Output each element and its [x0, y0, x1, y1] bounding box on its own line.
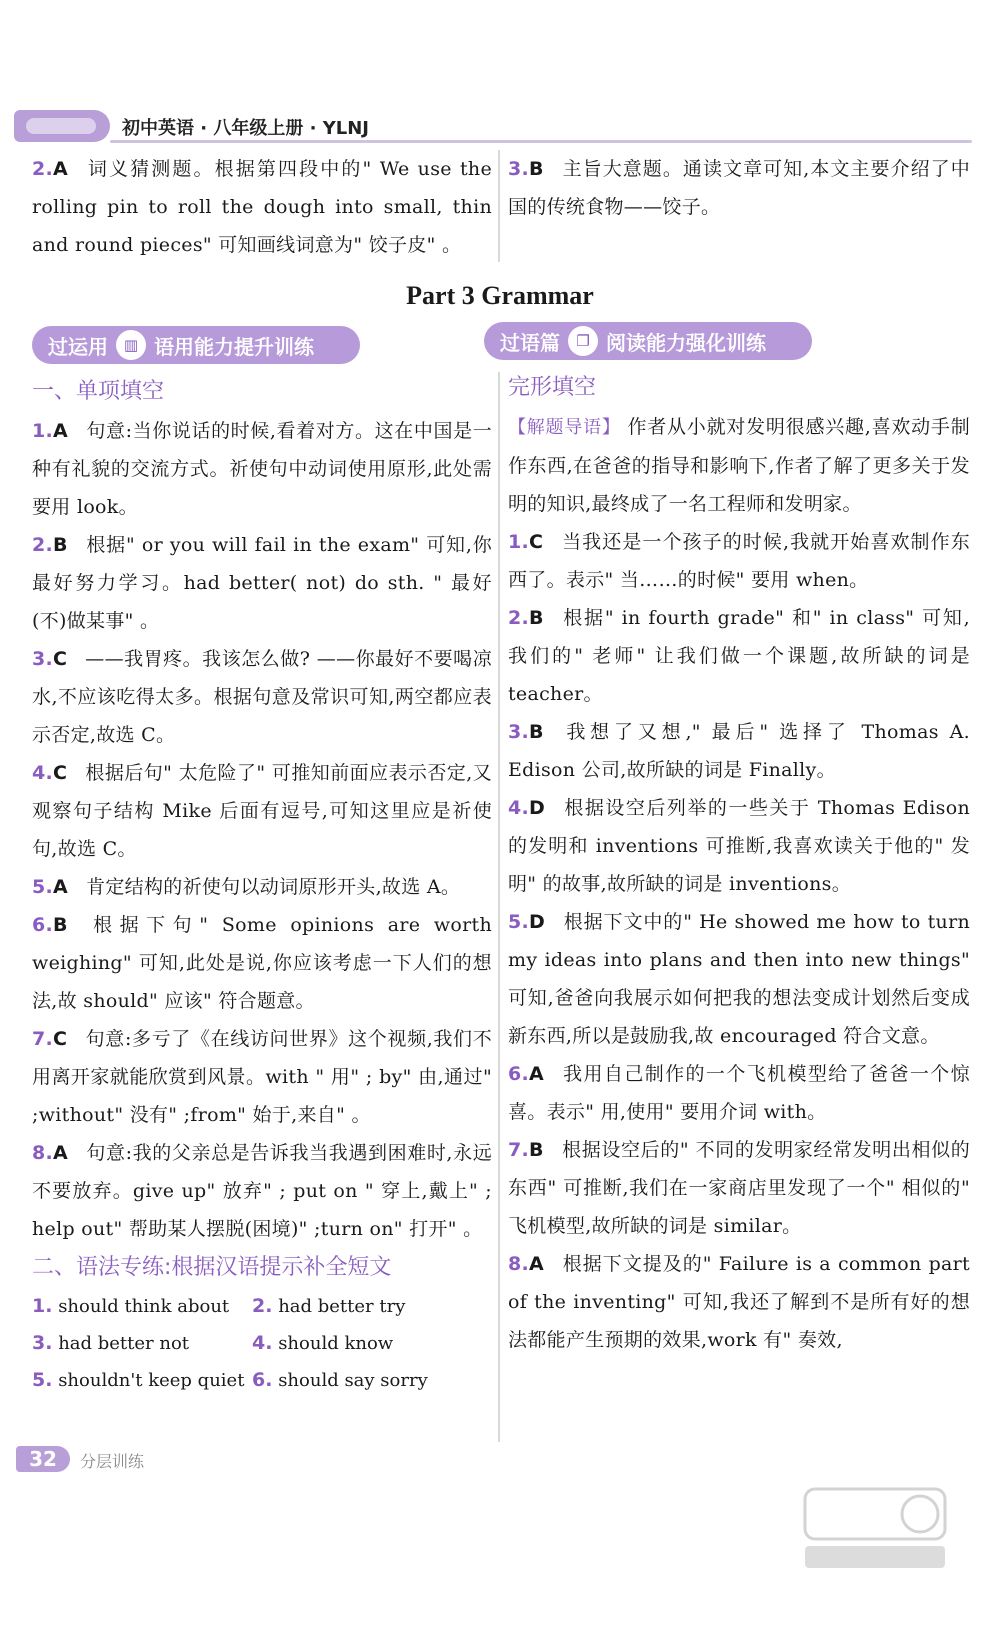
item-answer: C — [529, 531, 544, 553]
top-right-block — [508, 150, 970, 226]
answer-item — [32, 526, 492, 640]
answer-item — [32, 754, 492, 868]
item-explanation: 词义猜测题。根据第四段中的" We use the rolling pin to roll the dough into small, thin and round pieces" 可知画线词意为" 饺子皮" 。 — [32, 158, 492, 256]
item-number: 1. — [32, 420, 54, 442]
item-number: 6. — [508, 1063, 530, 1085]
item-answer: B — [529, 158, 544, 180]
book-title: 初中英语 · 八年级上册 · YLNJ — [122, 118, 370, 139]
section-heading: 完形填空 — [508, 375, 597, 400]
item-answer: A — [53, 420, 69, 442]
item-number: 2. — [32, 158, 54, 180]
item-number: 4. — [32, 762, 54, 784]
section-heading: 一、单项填空 — [32, 379, 165, 404]
item-answer: should think about — [58, 1296, 230, 1317]
item-explanation: ——我胃疼。我该怎么做? ——你最好不要喝凉水,不应该吃得太多。根据句意及常识可知,两空都应表示否定,故选 C。 — [32, 648, 492, 746]
item-explanation: 肯定结构的祈使句以动词原形开头,故选 A。 — [86, 876, 461, 898]
solution-tip — [508, 408, 970, 523]
item-answer: A — [53, 1142, 69, 1164]
item-answer: B — [529, 721, 544, 743]
answer-item — [508, 1055, 970, 1131]
item-explanation: 句意:我的父亲总是告诉我当我遇到困难时,永远不要放弃。give up" 放弃" ; put on " 穿上,戴上" ; help out" 帮助某人摆脱(困境)" ;turn on" 打开" 。 — [32, 1142, 492, 1240]
item-number: 2. — [32, 534, 54, 556]
right-column — [508, 368, 970, 1359]
right-section-badge — [484, 322, 812, 360]
page-header — [14, 110, 974, 146]
item-answer: had better try — [278, 1296, 406, 1317]
answer-item — [508, 523, 970, 599]
answer-item — [32, 868, 492, 906]
item-answer: A — [529, 1253, 545, 1275]
book-icon: ❐ — [568, 326, 598, 356]
item-answer: A — [53, 876, 69, 898]
answer-item — [32, 1020, 492, 1134]
item-number: 6. — [252, 1369, 273, 1391]
column-divider — [498, 372, 500, 1442]
header-rule — [110, 140, 972, 143]
item-answer: C — [53, 648, 68, 670]
item-number: 8. — [32, 1142, 54, 1164]
answer-item — [508, 1131, 970, 1245]
item-explanation: 根据设空后的" 不同的发明家经常发明出相似的东西" 可推断,我们在一家商店里发现了一个" 相似的" 飞机模型,故所缺的词是 similar。 — [508, 1139, 970, 1237]
page-number: 32 — [16, 1446, 70, 1472]
watermark-stamp-icon — [800, 1484, 950, 1574]
item-number: 1. — [32, 1295, 53, 1317]
item-answer: D — [529, 797, 546, 819]
item-explanation: 我想了又想," 最后" 选择了 Thomas A. Edison 公司,故所缺的词是 Finally。 — [508, 721, 970, 781]
fill-answers — [32, 1288, 492, 1399]
item-number: 7. — [32, 1028, 54, 1050]
item-number: 5. — [32, 1369, 53, 1391]
item-number: 4. — [508, 797, 530, 819]
item-number: 3. — [508, 721, 530, 743]
section-heading: 二、语法专练:根据汉语提示补全短文 — [32, 1255, 392, 1280]
item-explanation: 根据下文提及的" Failure is a common part of the inventing" 可知,我还了解到不是所有好的想法都能产生预期的效果,work 有" 奏效, — [508, 1253, 970, 1351]
item-answer: B — [529, 607, 544, 629]
fill-item — [32, 1362, 252, 1399]
answer-item — [32, 640, 492, 754]
answer-item — [508, 599, 970, 713]
footer-label: 分层训练 — [80, 1452, 145, 1471]
series-logo-icon — [26, 118, 96, 134]
answer-item — [508, 903, 970, 1055]
item-explanation: 句意:当你说话的时候,看着对方。这在中国是一种有礼貌的交流方式。祈使句中动词使用原形,此处需要用 look。 — [32, 420, 492, 518]
item-answer: A — [529, 1063, 545, 1085]
series-tab — [14, 110, 110, 142]
item-answer: B — [53, 914, 68, 936]
item-answer: should say sorry — [278, 1370, 428, 1391]
item-number: 2. — [508, 607, 530, 629]
answer-item — [32, 906, 492, 1020]
left-section-badge — [32, 326, 360, 364]
fill-item — [252, 1325, 472, 1362]
item-explanation: 根据下文中的" He showed me how to turn my ideas into plans and then into new things" 可知,爸爸向我展示如何把我的想法变成计划然后变成新东西,所以是鼓励我,故 encouraged 符合文意。 — [508, 911, 970, 1047]
item-number: 3. — [508, 158, 530, 180]
item-explanation: 根据" or you will fail in the exam" 可知,你最好努力学习。had better( not) do sth. " 最好(不)做某事" 。 — [32, 534, 492, 632]
item-answer: shouldn't keep quiet — [58, 1370, 245, 1391]
item-explanation: 我用自己制作的一个飞机模型给了爸爸一个惊喜。表示" 用,使用" 要用介词 with。 — [508, 1063, 970, 1123]
badge-label: 过运用 — [48, 334, 108, 359]
item-number: 5. — [32, 876, 54, 898]
item-explanation: 根据设空后列举的一些关于 Thomas Edison 的发明和 inventions 可推断,我喜欢读关于他的" 发明" 的故事,故所缺的词是 inventions。 — [508, 797, 970, 895]
answer-item — [508, 150, 970, 226]
answer-item — [32, 1134, 492, 1248]
item-answer: A — [53, 158, 69, 180]
item-answer: had better not — [58, 1333, 190, 1354]
item-answer: C — [53, 762, 68, 784]
item-explanation: 根据下句" Some opinions are worth weighing" 可知,此处是说,你应该考虑一下人们的想法,故 should" 应该" 符合题意。 — [32, 914, 492, 1012]
part-title: Part 3 Grammar — [406, 281, 594, 310]
column-divider — [498, 150, 500, 262]
answer-item — [32, 150, 492, 264]
item-number: 5. — [508, 911, 530, 933]
item-number: 3. — [32, 648, 54, 670]
item-answer: C — [53, 1028, 68, 1050]
left-column — [32, 372, 492, 1399]
fill-item — [252, 1288, 472, 1325]
item-explanation: 根据" in fourth grade" 和" in class" 可知,我们的" 老师" 让我们做一个课题,故所缺的词是 teacher。 — [508, 607, 970, 705]
item-number: 8. — [508, 1253, 530, 1275]
item-explanation: 句意:多亏了《在线访问世界》这个视频,我们不用离开家就能欣赏到风景。with " 用" ; by" 由,通过" ;without" 没有" ;from" 始于,来自" 。 — [32, 1028, 492, 1126]
badge-label: 过语篇 — [500, 330, 560, 355]
item-explanation: 当我还是一个孩子的时候,我就开始喜欢制作东西了。表示" 当……的时候" 要用 when。 — [508, 531, 970, 591]
item-answer: B — [53, 534, 68, 556]
item-explanation: 根据后句" 太危险了" 可推知前面应表示否定,又观察句子结构 Mike 后面有逗号,可知这里应是祈使句,故选 C。 — [32, 762, 492, 860]
badge-subtitle: 阅读能力强化训练 — [606, 330, 766, 355]
answer-item — [508, 713, 970, 789]
tip-label: 【解题导语】 — [508, 417, 621, 438]
fill-item — [32, 1288, 252, 1325]
item-answer: should know — [278, 1333, 394, 1354]
badge-subtitle: 语用能力提升训练 — [154, 334, 314, 359]
item-number: 4. — [252, 1332, 273, 1354]
item-answer: B — [529, 1139, 544, 1161]
item-number: 2. — [252, 1295, 273, 1317]
answer-item — [32, 412, 492, 526]
fill-item — [32, 1325, 252, 1362]
chart-icon: ▥ — [116, 330, 146, 360]
page-footer — [16, 1446, 166, 1474]
item-number: 3. — [32, 1332, 53, 1354]
item-number: 1. — [508, 531, 530, 553]
answer-item — [508, 789, 970, 903]
top-left-block — [32, 150, 492, 264]
fill-item — [252, 1362, 472, 1399]
tip-text: 作者从小就对发明很感兴趣,喜欢动手制作东西,在爸爸的指导和影响下,作者了解了更多关于发明的知识,最终成了一名工程师和发明家。 — [508, 416, 970, 515]
item-number: 6. — [32, 914, 54, 936]
item-answer: D — [529, 911, 546, 933]
item-explanation: 主旨大意题。通读文章可知,本文主要介绍了中国的传统食物——饺子。 — [508, 158, 970, 218]
answer-item — [508, 1245, 970, 1359]
item-number: 7. — [508, 1139, 530, 1161]
